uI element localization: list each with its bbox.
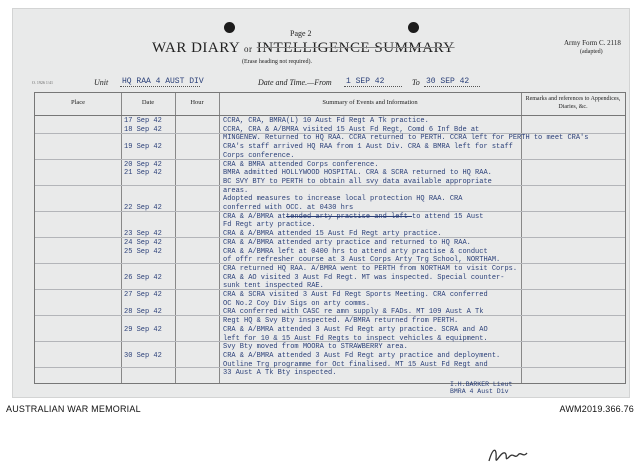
diary-entry-row [35, 256, 625, 264]
to-underline [424, 86, 480, 87]
entry-date: 29 Sep 42 [124, 325, 162, 334]
entry-text: CRA & AO visited 3 Aust Fd Regt. MT was inspected. Special counter- [223, 273, 505, 282]
diary-entry-row [35, 291, 625, 299]
entry-date: 17 Sep 42 [124, 117, 162, 125]
entry-text: CRA & A/BMRA attended 3 Aust Fd Regt arty practice. SCRA and AO [223, 325, 488, 334]
form-title [152, 40, 455, 57]
entry-text: of offr refresher course at 3 Aust Corps Arty Trg School, NORTHAM. [223, 256, 501, 265]
diary-entry-row [35, 265, 625, 273]
entry-date: 18 Sep 42 [124, 125, 162, 134]
title-or: or [243, 44, 253, 54]
entry-date: 26 Sep 42 [124, 273, 162, 282]
entry-text: left for 10 & 15 Aust Fd Regts to inspect vehicles & equipment. [223, 334, 488, 343]
diary-entry-row [35, 248, 625, 256]
entry-text: CRA & SCRA visited 3 Aust Fd Regt Sports Meeting. CRA conferred [223, 291, 488, 299]
diary-entry-row [35, 300, 625, 308]
entry-text: CRA conferred with CASC re amn supply & FADs. MT 109 Aust A Tk [223, 308, 484, 317]
diary-entry-row [35, 152, 625, 160]
footer-credit: AUSTRALIAN WAR MEMORIAL [6, 404, 141, 414]
diary-entry-row [35, 326, 625, 334]
entry-text: CRA & A/BMRA attended 3 Aust Fd Regt arty practice and deployment. [223, 351, 501, 360]
diary-entry-row [35, 126, 625, 134]
diary-entry-row [35, 195, 625, 203]
punch-hole-left [224, 22, 235, 33]
title-struck: INTELLIGENCE SUMMARY [256, 40, 455, 56]
col-header-remarks: Remarks and references to Appendices, Diaries, &c. [525, 96, 621, 110]
from-date-value: 1 SEP 42 [346, 77, 385, 86]
entry-date: 20 Sep 42 [124, 160, 162, 169]
entry-text: Regt HQ & Svy Bty inspected. A/BMRA returned from PERTH. [223, 317, 459, 326]
entry-text: CRA & A/BMRA attended arty practise and left to attend 15 Aust [223, 212, 484, 221]
to-label: To [412, 78, 420, 87]
entry-text: 33 Aust A Tk Bty inspected. [223, 369, 337, 378]
entry-date: 27 Sep 42 [124, 291, 162, 299]
erase-note: (Erase heading not required). [242, 59, 312, 65]
col-header-hour: Hour [190, 99, 204, 106]
diary-entry-row [35, 204, 625, 212]
war-diary-sheet [12, 8, 630, 398]
signature-name: I.H.BARKER Lieut [450, 381, 513, 388]
entry-text: CRA & A/BMRA attended 15 Aust Fd Regt arty practice. [223, 230, 442, 239]
diary-entry-row [35, 282, 625, 290]
col-header-summary: Summary of Events and Information [322, 99, 418, 106]
diary-entry-row [35, 361, 625, 369]
entry-date: 25 Sep 42 [124, 247, 162, 256]
entry-date: 21 Sep 42 [124, 169, 162, 178]
to-date-value: 30 SEP 42 [426, 77, 470, 86]
print-code: O. 1926 1/41 [32, 80, 53, 85]
col-header-date: Date [141, 99, 155, 106]
date-time-label: Date and Time.—From [258, 78, 332, 87]
entry-text: sunk tent inspected RAE. [223, 282, 324, 291]
diary-entry-row [35, 143, 625, 151]
entry-date: 19 Sep 42 [124, 143, 162, 152]
entry-text: CRA & A/BMRA attended arty practice and returned to HQ RAA. [223, 238, 471, 247]
punch-hole-right [408, 22, 419, 33]
signature-role: BMRA 4 Aust Div [450, 388, 509, 395]
diary-entry-row [35, 369, 625, 377]
col-header-place: Place [70, 99, 86, 106]
diary-entry-row [35, 274, 625, 282]
entry-text: conferred with OCC. at 0430 hrs [223, 204, 354, 212]
diary-entry-row [35, 187, 625, 195]
from-underline [344, 86, 402, 87]
entry-date: 24 Sep 42 [124, 238, 162, 247]
unit-value: HQ RAA 4 AUST DIV [122, 77, 204, 86]
entry-text: CCRA, CRA, BMRA(L) 10 Aust Fd Regt A Tk practice. [223, 117, 429, 125]
entry-text: BC SVY BTY to PERTH to obtain all svy data available appropriate [223, 177, 492, 186]
army-form-number: Army Form C. 2118 [564, 39, 621, 47]
header-divider [35, 115, 625, 116]
title-main: WAR DIARY [152, 40, 240, 56]
footer-accession: AWM2019.366.76 [559, 404, 634, 414]
entry-date: 30 Sep 42 [124, 351, 162, 360]
entry-text: CRA & A/BMRA left at 0400 hrs to attend arty practise & conduct [223, 247, 488, 256]
struck-text: tended arty practise and left [286, 212, 413, 221]
diary-entry-row [35, 213, 625, 221]
handwritten-signature [487, 443, 531, 467]
diary-entry-row [35, 317, 625, 325]
diary-entry-row [35, 352, 625, 360]
entry-text: MINGENEW. Returned to HQ RAA. CCRA returned to PERTH. CCRA left for PERTH to meet CRA's [223, 134, 589, 143]
entry-text: CCRA, CRA & A/BMRA visited 15 Aust Fd Regt, Comd 6 Inf Bde at [223, 125, 480, 134]
entry-text: Svy Bty moved from MOORA to STRAWBERRY area. [223, 343, 408, 352]
entry-date: 22 Sep 42 [124, 204, 162, 212]
entry-text: BMRA admitted HOLLYWOOD HOSPITAL. CRA & SCRA returned to HQ RAA. [223, 169, 492, 178]
entry-text: Outline Trg programme for Oct finalised. MT 15 Aust Fd Regt and [223, 360, 488, 369]
entry-date: 23 Sep 42 [124, 230, 162, 239]
entry-text: areas. [223, 186, 249, 195]
diary-entry-row [35, 230, 625, 238]
army-form-sub: (adapted) [580, 49, 603, 55]
diary-entry-row [35, 221, 625, 229]
signature-block [450, 381, 512, 395]
diary-entry-row [35, 169, 625, 177]
diary-entry-row [35, 343, 625, 351]
army-form-label [564, 39, 621, 57]
diary-entry-row [35, 117, 625, 125]
entry-text: CRA returned HQ RAA. A/BMRA went to PERTH from NORTHAM to visit Corps. [223, 264, 518, 273]
entry-text: OC No.2 Coy Div Sigs on arty comms. [223, 299, 371, 308]
diary-entry-row [35, 161, 625, 169]
unit-underline [120, 86, 200, 87]
diary-entry-row [35, 308, 625, 316]
entry-text: Fd Regt arty practice. [223, 221, 316, 230]
entry-text: Corps conference. [223, 151, 295, 160]
entry-text: CRA & BMRA attended Corps conference. [223, 160, 379, 169]
entry-text: Adopted measures to increase local protection HQ RAA. CRA [223, 195, 463, 204]
diary-entry-row [35, 134, 625, 142]
entry-text: CRA's staff arrived HQ RAA from 1 Aust Div. CRA & BMRA left for staff [223, 143, 513, 152]
diary-table [34, 92, 626, 384]
diary-entry-row [35, 335, 625, 343]
diary-entry-row [35, 239, 625, 247]
page-number: Page 2 [290, 29, 312, 38]
diary-entry-row [35, 178, 625, 186]
entry-date: 28 Sep 42 [124, 308, 162, 317]
unit-label: Unit [94, 78, 109, 87]
